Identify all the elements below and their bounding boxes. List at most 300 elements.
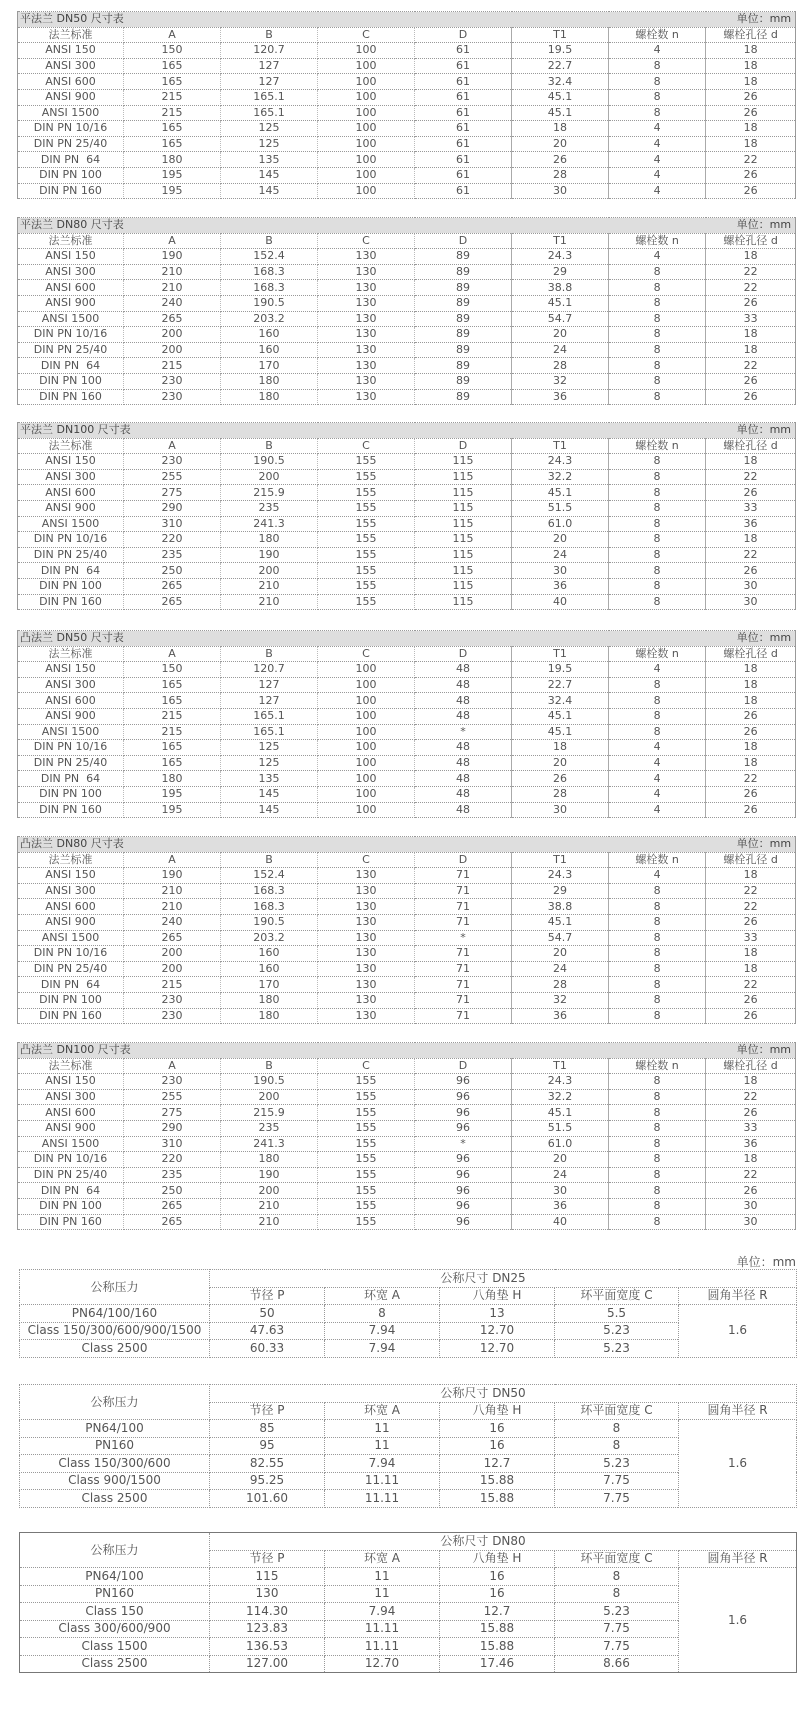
value-cell: 89 <box>415 311 512 327</box>
value-cell: 18 <box>706 662 796 678</box>
value-cell: 180 <box>221 992 318 1008</box>
table-row <box>18 183 796 199</box>
column-header: 螺栓孔径 d <box>706 852 796 868</box>
value-cell: 22 <box>706 1089 796 1105</box>
standard-cell: ANSI 1500 <box>18 311 124 327</box>
column-header: 节径 P <box>210 1287 325 1305</box>
value-cell: 33 <box>706 930 796 946</box>
table-title: 平法兰 DN80 尺寸表 <box>18 218 609 234</box>
value-cell: 89 <box>415 280 512 296</box>
column-header: B <box>221 1058 318 1074</box>
table-row <box>18 563 796 579</box>
standard-cell: ANSI 900 <box>18 295 124 311</box>
value-cell: 155 <box>318 547 415 563</box>
table-row <box>18 373 796 389</box>
value-cell: 45.1 <box>512 914 609 930</box>
value-cell: 130 <box>318 946 415 962</box>
value-cell: 165 <box>124 740 221 756</box>
value-cell: 8 <box>609 594 706 610</box>
value-cell: 45.1 <box>512 1105 609 1121</box>
standard-cell: ANSI 150 <box>18 43 124 59</box>
value-cell: 61 <box>415 43 512 59</box>
value-cell: 8 <box>609 883 706 899</box>
value-cell: 89 <box>415 295 512 311</box>
table-row <box>18 1089 796 1105</box>
unit-label: 单位：mm <box>609 837 796 853</box>
value-cell: 290 <box>124 1120 221 1136</box>
value-cell: 28 <box>512 167 609 183</box>
value-cell: 96 <box>415 1120 512 1136</box>
value-cell: 11 <box>325 1437 440 1455</box>
value-cell: 180 <box>221 532 318 548</box>
table-title: 凸法兰 DN100 尺寸表 <box>18 1043 609 1059</box>
value-cell: 4 <box>609 43 706 59</box>
value-cell: 180 <box>124 152 221 168</box>
value-cell: 36 <box>706 1136 796 1152</box>
column-header: 圆角半径 R <box>679 1402 797 1420</box>
table-row <box>18 547 796 563</box>
value-cell: 8 <box>609 578 706 594</box>
column-header: 八角垫 H <box>440 1287 555 1305</box>
value-cell: 11.11 <box>325 1620 440 1638</box>
header-row <box>18 1058 796 1074</box>
value-cell: 26 <box>706 89 796 105</box>
value-cell: 275 <box>124 1105 221 1121</box>
standard-cell: DIN PN 10/16 <box>18 121 124 137</box>
value-cell: 96 <box>415 1105 512 1121</box>
value-cell: 4 <box>609 740 706 756</box>
value-cell: 26 <box>706 802 796 818</box>
column-header: A <box>124 233 221 249</box>
standard-cell: DIN PN 10/16 <box>18 532 124 548</box>
value-cell: 130 <box>318 1008 415 1024</box>
value-cell: 89 <box>415 342 512 358</box>
value-cell: 82.55 <box>210 1455 325 1473</box>
value-cell: 48 <box>415 677 512 693</box>
table-row <box>20 1305 797 1323</box>
value-cell: 215 <box>124 724 221 740</box>
value-cell: 215 <box>124 89 221 105</box>
value-cell: 36 <box>706 516 796 532</box>
value-cell: 130 <box>318 358 415 374</box>
ring-unit-label: 单位：mm <box>736 1255 796 1269</box>
value-cell: 265 <box>124 1198 221 1214</box>
table-row <box>18 58 796 74</box>
column-header: D <box>415 233 512 249</box>
value-cell: 26 <box>706 295 796 311</box>
value-cell: 18 <box>512 740 609 756</box>
value-cell: 26 <box>706 914 796 930</box>
standard-cell: ANSI 300 <box>18 264 124 280</box>
column-header: C <box>318 646 415 662</box>
value-cell: * <box>415 1136 512 1152</box>
standard-cell: ANSI 300 <box>18 1089 124 1105</box>
column-header: 螺栓数 n <box>609 852 706 868</box>
flange-table <box>17 630 796 818</box>
value-cell: 26 <box>706 485 796 501</box>
value-cell: * <box>415 724 512 740</box>
column-header: 节径 P <box>210 1402 325 1420</box>
table-row <box>18 295 796 311</box>
value-cell: 36 <box>512 389 609 405</box>
value-cell: 71 <box>415 914 512 930</box>
value-cell: 45.1 <box>512 708 609 724</box>
value-cell: 18 <box>706 946 796 962</box>
value-cell: 26 <box>706 563 796 579</box>
value-cell: 100 <box>318 74 415 90</box>
value-cell: 210 <box>221 578 318 594</box>
value-cell: 22 <box>706 883 796 899</box>
value-cell: 127 <box>221 74 318 90</box>
table-row <box>18 1183 796 1199</box>
value-cell: 71 <box>415 946 512 962</box>
value-cell: 54.7 <box>512 930 609 946</box>
standard-cell: ANSI 600 <box>18 693 124 709</box>
value-cell: 4 <box>609 755 706 771</box>
value-cell: 8 <box>609 1198 706 1214</box>
value-cell: 235 <box>124 1167 221 1183</box>
table-row <box>18 89 796 105</box>
value-cell: 20 <box>512 755 609 771</box>
column-header: T1 <box>512 233 609 249</box>
value-cell: 8 <box>609 485 706 501</box>
value-cell: 190.5 <box>221 1074 318 1090</box>
value-cell: 30 <box>706 1198 796 1214</box>
value-cell: 71 <box>415 961 512 977</box>
value-cell: 195 <box>124 183 221 199</box>
value-cell: 4 <box>609 152 706 168</box>
value-cell: 135 <box>221 771 318 787</box>
value-cell: 32 <box>512 373 609 389</box>
value-cell: 61 <box>415 105 512 121</box>
standard-cell: ANSI 600 <box>18 485 124 501</box>
value-cell: 4 <box>609 662 706 678</box>
value-cell: 165 <box>124 755 221 771</box>
value-cell: 125 <box>221 121 318 137</box>
value-cell: 26 <box>706 724 796 740</box>
value-cell: 15.88 <box>440 1472 555 1490</box>
value-cell: 12.7 <box>440 1603 555 1621</box>
value-cell: 20 <box>512 136 609 152</box>
value-cell: 22.7 <box>512 677 609 693</box>
standard-cell: DIN PN 25/40 <box>18 1167 124 1183</box>
table-row <box>18 264 796 280</box>
value-cell: 36 <box>512 1198 609 1214</box>
table-row <box>18 485 796 501</box>
value-cell: 26 <box>706 389 796 405</box>
value-cell: 54.7 <box>512 311 609 327</box>
value-cell: 16 <box>440 1568 555 1586</box>
standard-cell: DIN PN 10/16 <box>18 327 124 343</box>
standard-cell: DIN PN 160 <box>18 1214 124 1230</box>
value-cell: 250 <box>124 563 221 579</box>
table-row <box>18 977 796 993</box>
value-cell: 180 <box>221 1008 318 1024</box>
value-cell: 38.8 <box>512 280 609 296</box>
column-header: A <box>124 27 221 43</box>
value-cell: 61 <box>415 152 512 168</box>
standard-cell: DIN PN 160 <box>18 594 124 610</box>
value-cell: 130 <box>210 1585 325 1603</box>
value-cell: 265 <box>124 930 221 946</box>
header-row <box>18 27 796 43</box>
value-cell: 18 <box>706 121 796 137</box>
value-cell: 100 <box>318 136 415 152</box>
pressure-cell: PN160 <box>20 1585 210 1603</box>
value-cell: 120.7 <box>221 662 318 678</box>
value-cell: 115 <box>415 516 512 532</box>
table-row <box>18 755 796 771</box>
value-cell: 200 <box>124 961 221 977</box>
standard-cell: DIN PN 10/16 <box>18 740 124 756</box>
value-cell: 7.94 <box>325 1322 440 1340</box>
pressure-cell: PN64/100 <box>20 1420 210 1438</box>
value-cell: 235 <box>221 500 318 516</box>
standard-cell: DIN PN 100 <box>18 1198 124 1214</box>
value-cell: 168.3 <box>221 264 318 280</box>
column-header: D <box>415 646 512 662</box>
table-row <box>18 1214 796 1230</box>
value-cell: 265 <box>124 311 221 327</box>
value-cell: 26 <box>706 167 796 183</box>
value-cell: 61 <box>415 74 512 90</box>
standard-cell: ANSI 300 <box>18 883 124 899</box>
value-cell: 4 <box>609 121 706 137</box>
value-cell: 230 <box>124 992 221 1008</box>
standard-cell: ANSI 900 <box>18 89 124 105</box>
value-cell: 230 <box>124 454 221 470</box>
flange-table <box>17 1042 796 1230</box>
value-cell: 165 <box>124 693 221 709</box>
column-header: 螺栓孔径 d <box>706 646 796 662</box>
value-cell: 200 <box>124 327 221 343</box>
standard-cell: DIN PN 100 <box>18 373 124 389</box>
table-row <box>18 662 796 678</box>
value-cell: 15.88 <box>440 1638 555 1656</box>
table-row <box>18 74 796 90</box>
table-row <box>18 454 796 470</box>
value-cell: 100 <box>318 740 415 756</box>
table-row <box>18 358 796 374</box>
value-cell: 180 <box>221 373 318 389</box>
value-cell: 115 <box>210 1568 325 1586</box>
nominal-size-header: 公称尺寸 DN50 <box>210 1385 797 1403</box>
value-cell: 24 <box>512 961 609 977</box>
value-cell: 36 <box>512 1008 609 1024</box>
value-cell: 200 <box>124 946 221 962</box>
value-cell: 114.30 <box>210 1603 325 1621</box>
value-cell: 18 <box>706 677 796 693</box>
value-cell: 210 <box>124 280 221 296</box>
value-cell: 19.5 <box>512 43 609 59</box>
value-cell: 8 <box>609 1120 706 1136</box>
value-cell: 47.63 <box>210 1322 325 1340</box>
value-cell: 22 <box>706 1167 796 1183</box>
value-cell: 152.4 <box>221 868 318 884</box>
table-row <box>18 121 796 137</box>
value-cell: 145 <box>221 183 318 199</box>
column-header: A <box>124 852 221 868</box>
value-cell: 100 <box>318 708 415 724</box>
standard-cell: DIN PN 64 <box>18 977 124 993</box>
column-header: 螺栓孔径 d <box>706 233 796 249</box>
value-cell: 19.5 <box>512 662 609 678</box>
value-cell: 215 <box>124 708 221 724</box>
value-cell: 45.1 <box>512 724 609 740</box>
value-cell: 30 <box>512 1183 609 1199</box>
value-cell: 18 <box>512 121 609 137</box>
value-cell: 51.5 <box>512 500 609 516</box>
value-cell: 45.1 <box>512 485 609 501</box>
nominal-size-header: 公称尺寸 DN80 <box>210 1533 797 1551</box>
value-cell: 4 <box>609 167 706 183</box>
value-cell: 241.3 <box>221 1136 318 1152</box>
standard-cell: DIN PN 160 <box>18 1008 124 1024</box>
column-header: T1 <box>512 852 609 868</box>
value-cell: 96 <box>415 1074 512 1090</box>
value-cell: 100 <box>318 693 415 709</box>
value-cell: 155 <box>318 1198 415 1214</box>
value-cell: 61 <box>415 89 512 105</box>
table-row <box>18 899 796 915</box>
value-cell: 32 <box>512 992 609 1008</box>
value-cell: 160 <box>221 342 318 358</box>
value-cell: 26 <box>512 771 609 787</box>
value-cell: 26 <box>706 786 796 802</box>
value-cell: 195 <box>124 167 221 183</box>
value-cell: 12.70 <box>325 1655 440 1673</box>
value-cell: 18 <box>706 43 796 59</box>
standard-cell: ANSI 150 <box>18 662 124 678</box>
value-cell: 8 <box>609 899 706 915</box>
table-row <box>18 167 796 183</box>
value-cell: 155 <box>318 594 415 610</box>
value-cell: 155 <box>318 1089 415 1105</box>
standard-cell: ANSI 150 <box>18 454 124 470</box>
value-cell: 310 <box>124 516 221 532</box>
standard-cell: DIN PN 25/40 <box>18 547 124 563</box>
value-cell: 26 <box>706 183 796 199</box>
value-cell: 29 <box>512 883 609 899</box>
value-cell: 8 <box>555 1568 679 1586</box>
pressure-cell: Class 900/1500 <box>20 1472 210 1490</box>
value-cell: 8 <box>609 105 706 121</box>
value-cell: 8 <box>609 930 706 946</box>
value-cell: 180 <box>124 771 221 787</box>
value-cell: 89 <box>415 327 512 343</box>
value-cell: 30 <box>706 594 796 610</box>
value-cell: 96 <box>415 1152 512 1168</box>
value-cell: 220 <box>124 532 221 548</box>
value-cell: 100 <box>318 183 415 199</box>
column-header: 环平面宽度 C <box>555 1287 679 1305</box>
value-cell: 13 <box>440 1305 555 1323</box>
table-row <box>18 136 796 152</box>
value-cell: 5.23 <box>555 1603 679 1621</box>
value-cell: 24.3 <box>512 1074 609 1090</box>
value-cell: 115 <box>415 532 512 548</box>
value-cell: 33 <box>706 311 796 327</box>
value-cell: 210 <box>124 899 221 915</box>
value-cell: 210 <box>221 1214 318 1230</box>
column-header: A <box>124 438 221 454</box>
value-cell: 8 <box>555 1437 679 1455</box>
value-cell: 5.5 <box>555 1305 679 1323</box>
standard-cell: DIN PN 64 <box>18 1183 124 1199</box>
standard-cell: ANSI 600 <box>18 74 124 90</box>
column-header: 法兰标准 <box>18 852 124 868</box>
value-cell: 130 <box>318 883 415 899</box>
value-cell: 130 <box>318 342 415 358</box>
value-cell: 61 <box>415 58 512 74</box>
value-cell: 8 <box>609 311 706 327</box>
standard-cell: DIN PN 100 <box>18 992 124 1008</box>
value-cell: 152.4 <box>221 249 318 265</box>
value-cell: 7.75 <box>555 1638 679 1656</box>
column-header: A <box>124 1058 221 1074</box>
value-cell: 4 <box>609 183 706 199</box>
value-cell: 30 <box>706 1214 796 1230</box>
value-cell: 89 <box>415 373 512 389</box>
value-cell: 240 <box>124 295 221 311</box>
table-row <box>18 327 796 343</box>
column-header: B <box>221 233 318 249</box>
pressure-header: 公称压力 <box>20 1385 210 1420</box>
standard-cell: DIN PN 25/40 <box>18 961 124 977</box>
value-cell: 28 <box>512 786 609 802</box>
value-cell: 215 <box>124 977 221 993</box>
table-title: 平法兰 DN100 尺寸表 <box>18 423 609 439</box>
value-cell: 130 <box>318 280 415 296</box>
value-cell: 28 <box>512 977 609 993</box>
value-cell: 8 <box>609 1074 706 1090</box>
value-cell: 123.83 <box>210 1620 325 1638</box>
standard-cell: ANSI 900 <box>18 914 124 930</box>
standard-cell: ANSI 150 <box>18 249 124 265</box>
value-cell: 165.1 <box>221 89 318 105</box>
value-cell: 89 <box>415 264 512 280</box>
value-cell: 100 <box>318 121 415 137</box>
value-cell: 11.11 <box>325 1638 440 1656</box>
value-cell: 155 <box>318 1167 415 1183</box>
value-cell: 125 <box>221 755 318 771</box>
table-title: 凸法兰 DN80 尺寸表 <box>18 837 609 853</box>
value-cell: 40 <box>512 594 609 610</box>
value-cell: 241.3 <box>221 516 318 532</box>
pressure-cell: Class 2500 <box>20 1340 210 1358</box>
column-header: 环平面宽度 C <box>555 1550 679 1568</box>
value-cell: 48 <box>415 662 512 678</box>
radius-cell: 1.6 <box>679 1305 797 1358</box>
value-cell: 71 <box>415 883 512 899</box>
value-cell: 96 <box>415 1198 512 1214</box>
value-cell: 17.46 <box>440 1655 555 1673</box>
value-cell: 8 <box>609 373 706 389</box>
column-header: 螺栓数 n <box>609 27 706 43</box>
column-header: C <box>318 1058 415 1074</box>
value-cell: 100 <box>318 786 415 802</box>
standard-cell: ANSI 600 <box>18 280 124 296</box>
value-cell: 8 <box>609 1008 706 1024</box>
ring-table <box>19 1269 797 1358</box>
table-row <box>18 786 796 802</box>
value-cell: 26 <box>706 373 796 389</box>
value-cell: 16 <box>440 1585 555 1603</box>
value-cell: 18 <box>706 532 796 548</box>
standard-cell: DIN PN 64 <box>18 152 124 168</box>
value-cell: 101.60 <box>210 1490 325 1508</box>
value-cell: 265 <box>124 594 221 610</box>
